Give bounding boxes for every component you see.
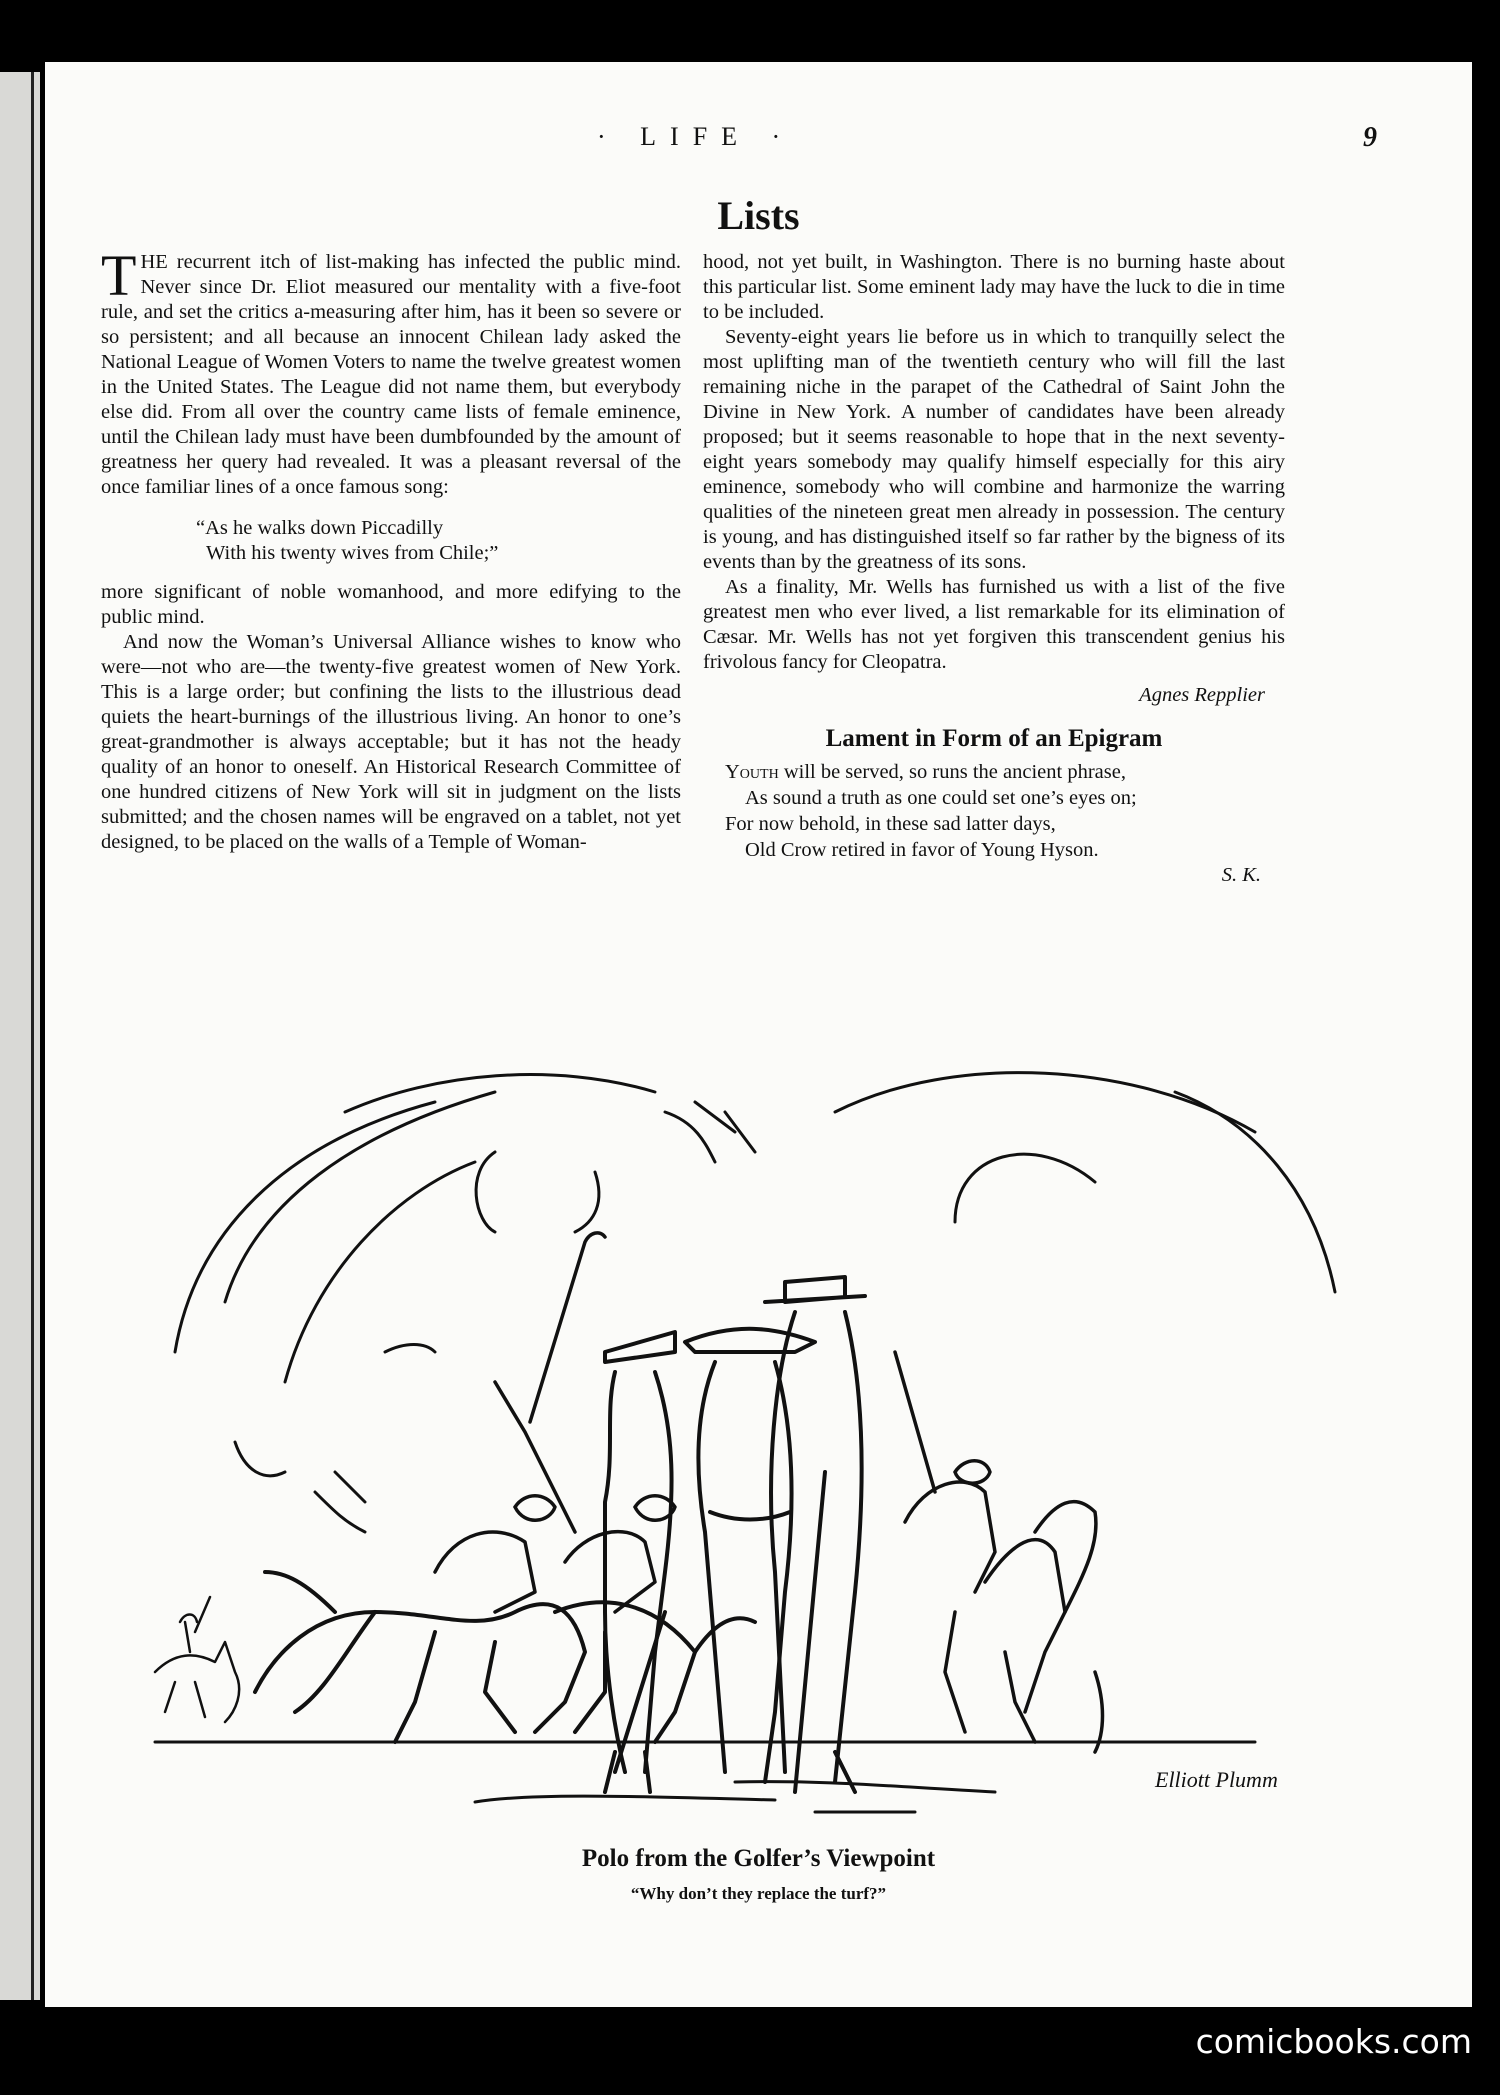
running-title: · LIFE · <box>597 122 795 151</box>
poem-line-lead: Youth <box>725 761 779 783</box>
poem-line: Old Crow retired in favor of Young Hyson. <box>745 839 1099 861</box>
paragraph-5: Seventy-eight years lie before us in which to tranquilly select the most uplifting man of the twentieth century who will fill the last remaining niche in the parapet of the Cathedral of Saint John the Divine in New York. A number of candidates have been already proposed; but it seems reasonable to hope that in the next seventy-eight years somebody may qualify himself especially for this airy eminence, somebody who will combine and harmonize the warring qualities of the nineteen great men already in possession. The century is young, and has distinguished itself so far rather by the bigness of its events than by the greatness of its sons. <box>703 326 1285 573</box>
distant-polo-rider <box>155 1597 239 1722</box>
poem-signature: S. K. <box>1221 864 1261 886</box>
cartoon-caption: Polo from the Golfer’s Viewpoint <box>581 1845 936 1872</box>
column-right <box>703 250 1285 888</box>
page-number: 9 <box>1363 122 1377 153</box>
magazine-page <box>45 62 1472 2007</box>
paragraph-1-text: HE recurrent itch of list-making has infected the public mind. Never since Dr. Eliot measured our mentality with a five-foot rule, and set the critics a-measuring after him, has it been so severe or so persistent; and all because an innocent Chilean lady asked the National League of Women Voters to name the twelve greatest women in the United States. The League did not name them, but everybody else did. From all over the country came lists of female eminence, until the Chilean lady must have been dumbfounded by the amount of greatness her query had revealed. It was a pleasant reversal of the once familiar lines of a once famous song: <box>101 251 681 498</box>
flying-turf-strokes <box>175 1073 1335 1532</box>
article-title: Lists <box>717 193 800 238</box>
poem-line: For now behold, in these sad latter days, <box>725 813 1056 835</box>
song-verse <box>196 516 681 566</box>
poem-title: Lament in Form of an Epigram <box>825 725 1163 752</box>
column-left <box>101 243 681 855</box>
paragraph-3: And now the Woman’s Universal Alliance wishes to know who were—not who are—the twenty-five greatest women of New York. This is a large order; but confining the lists to the illustrious dead quiets the heart-burnings of the illustrious living. An honor to one’s great-grandmother is always acceptable; but it has not the heady quality of an honor to oneself. An Historical Research Committee of one hundred citizens of New York will sit in judgment on the lists submitted; and the chosen names will be engraved on a tablet, not yet designed, to be placed on the walls of a Temple of Woman- <box>101 631 681 853</box>
drop-cap: T <box>101 243 137 308</box>
paragraph-1 <box>101 243 681 500</box>
page-header <box>45 122 1472 162</box>
paragraph-2: more significant of noble womanhood, and more edifying to the public mind. <box>101 581 681 628</box>
verse-line: With his twenty wives from Chile;” <box>206 542 499 564</box>
polo-cartoon-illustration <box>135 1052 1375 1842</box>
artist-signature: Elliott Plumm <box>1155 1767 1278 1792</box>
watermark: comicbooks.com <box>1195 2022 1472 2061</box>
poem-line-rest: will be served, so runs the ancient phrase, <box>778 761 1126 783</box>
ground-lines <box>155 1742 1255 1812</box>
galloping-horses <box>255 1572 755 1742</box>
poem-line: As sound a truth as one could set one’s eyes on; <box>745 787 1137 809</box>
poem-line <box>725 759 1285 785</box>
right-polo-rider <box>895 1352 1103 1752</box>
paragraph-4: hood, not yet built, in Washington. There is no burning haste about this particular list. Some eminent lady may have the luck to die in time to be included. <box>703 251 1285 323</box>
cartoon-subcaption: “Why don’t they replace the turf?” <box>630 1884 887 1903</box>
polo-riders <box>435 1233 675 1612</box>
golfer-spectators <box>605 1277 865 1792</box>
adjacent-page-edge <box>0 72 40 2000</box>
paragraph-6: As a finality, Mr. Wells has furnished us with a list of the five greatest men who ever lived, a list remarkable for its elimination of Cæsar. Mr. Wells has not yet forgiven this transcendent genius his frivolous fancy for Cleopatra. <box>703 576 1285 673</box>
author-signature: Agnes Repplier <box>1139 684 1265 706</box>
verse-line: “As he walks down Piccadilly <box>196 517 444 539</box>
